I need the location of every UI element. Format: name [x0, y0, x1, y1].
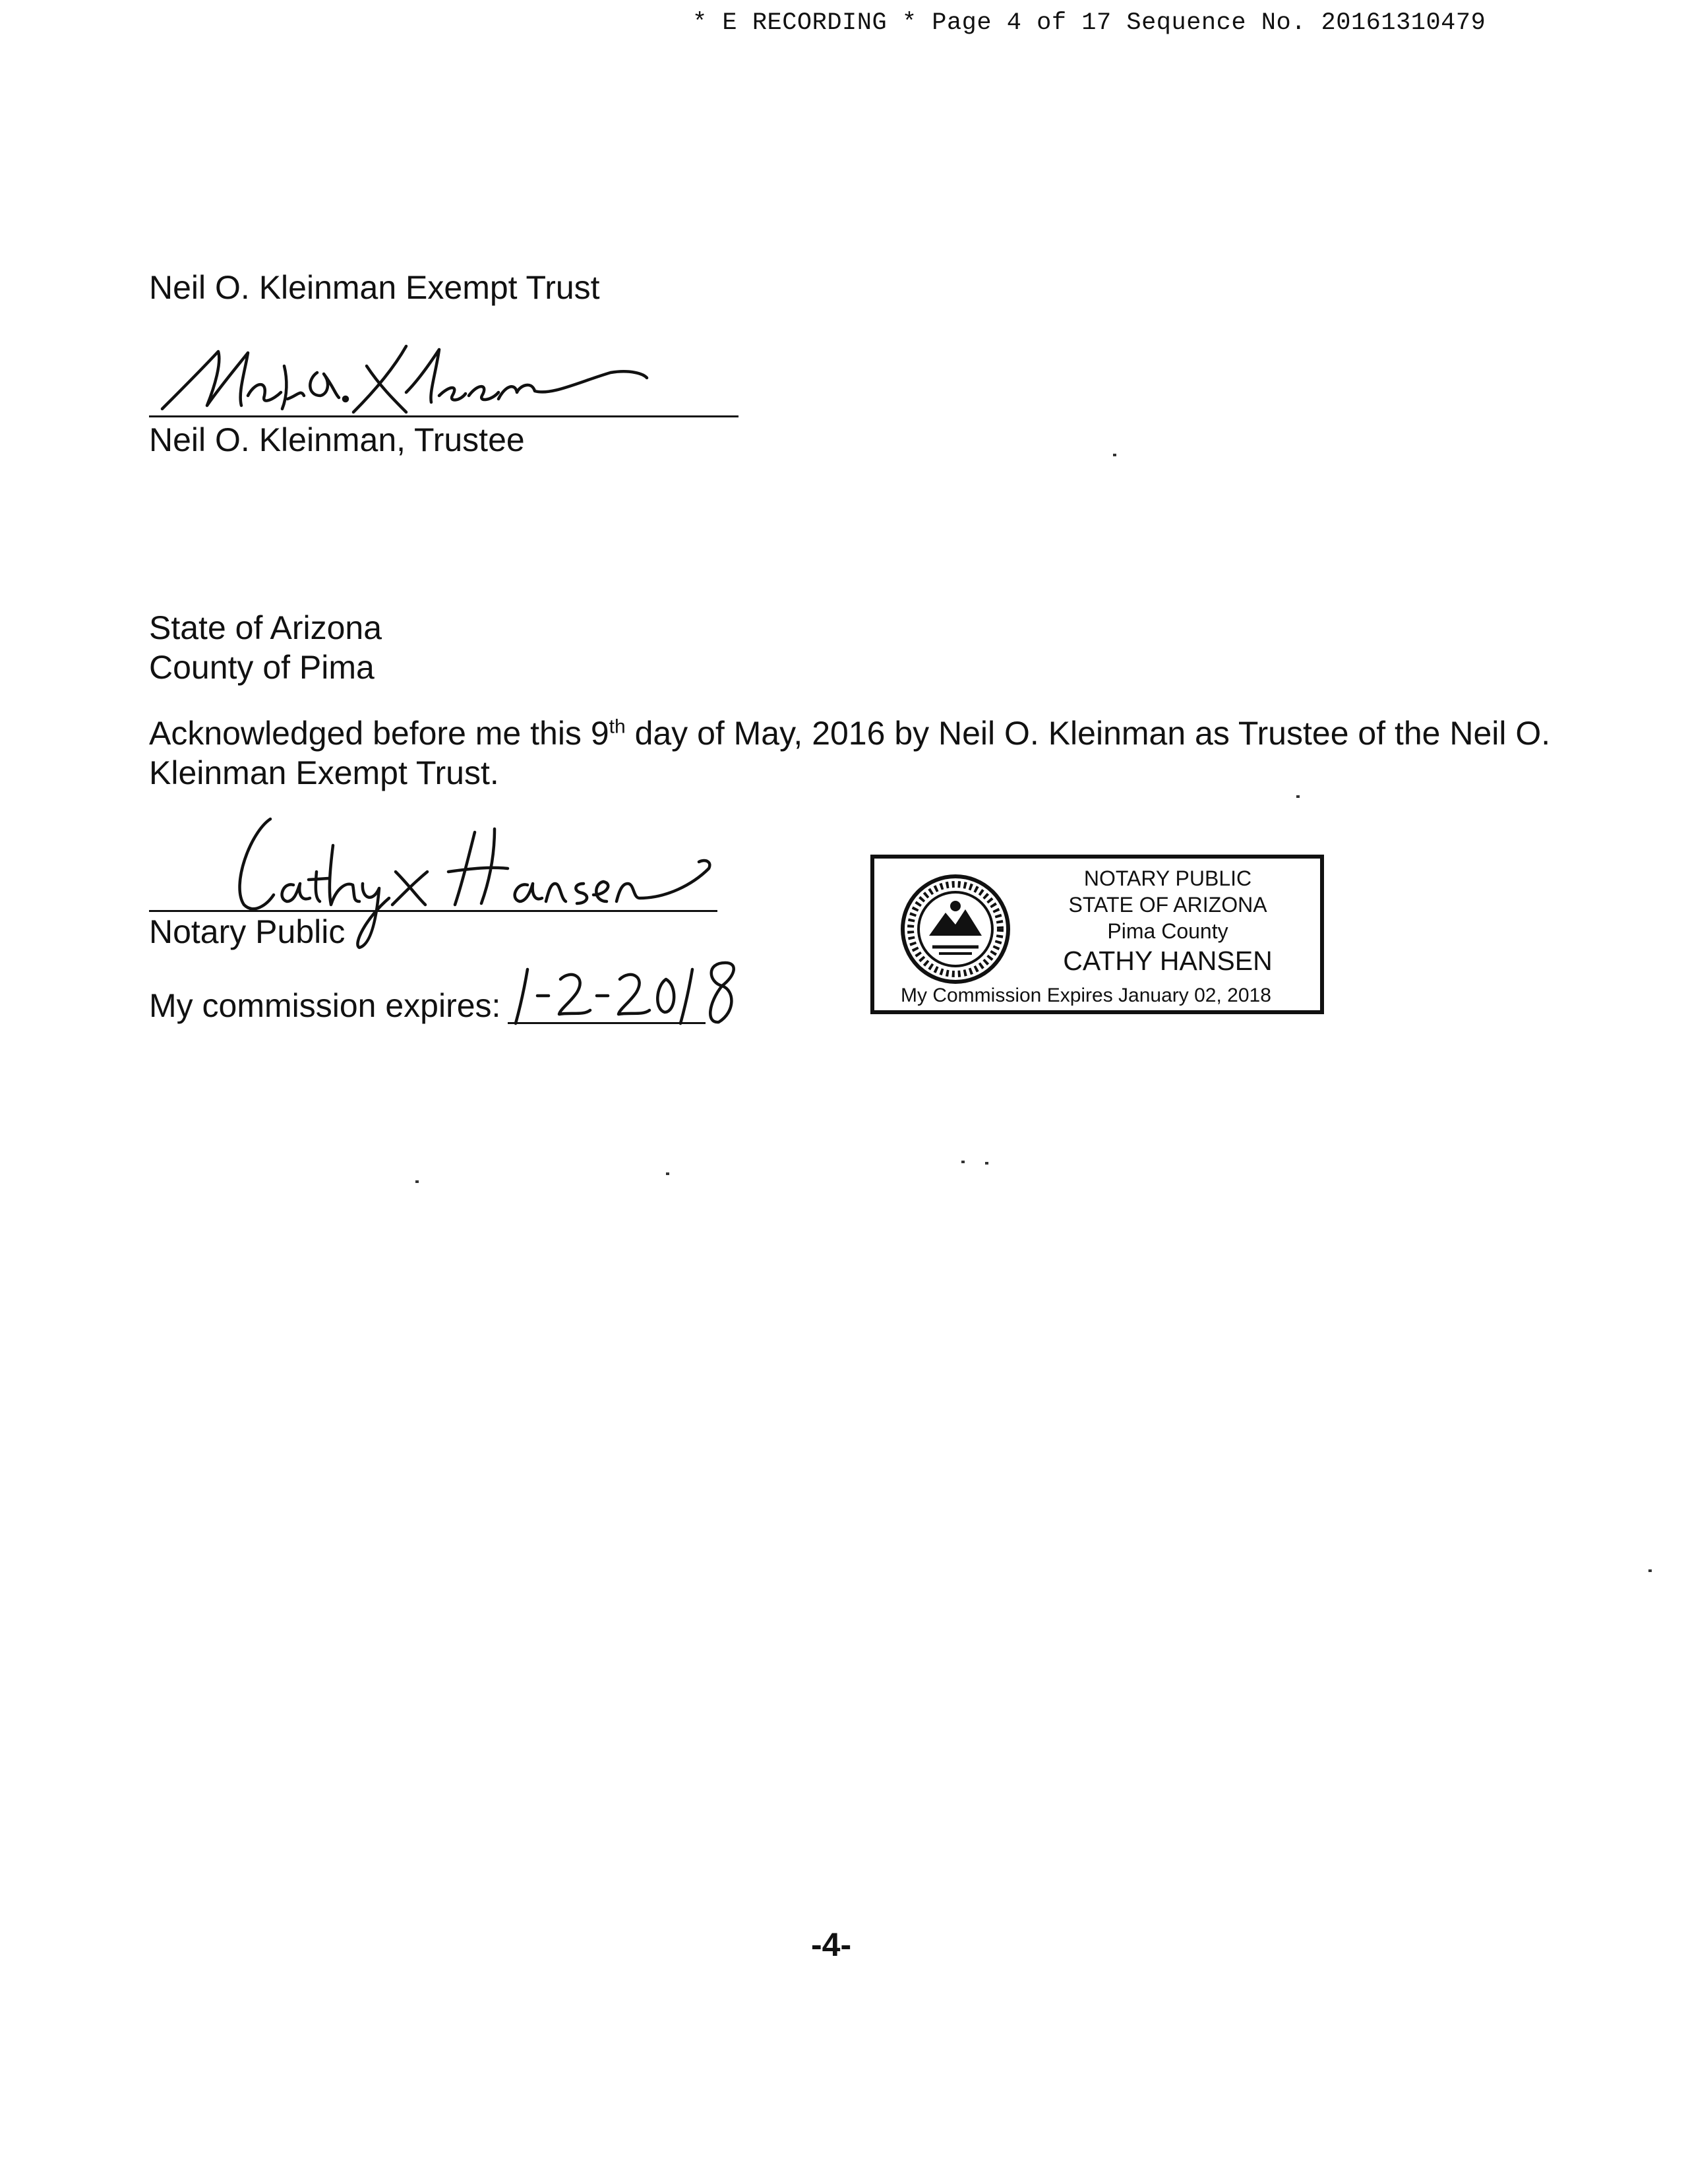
trustee-name: Neil O. Kleinman, Trustee — [149, 421, 525, 458]
trustee-signature-line — [149, 415, 738, 417]
trustee-signature — [156, 333, 657, 425]
scan-speck — [1296, 795, 1300, 798]
notary-signature-line — [149, 910, 717, 912]
arizona-seal-icon — [899, 873, 1011, 985]
recording-header: * E RECORDING * Page 4 of 17 Sequence No. 20161310479 — [692, 9, 1486, 37]
scan-speck — [1113, 454, 1116, 456]
venue-county: County of Pima — [149, 649, 375, 686]
trust-name: Neil O. Kleinman Exempt Trust — [149, 269, 600, 306]
stamp-notary-name: CATHY HANSEN — [1063, 946, 1273, 976]
scan-speck — [961, 1161, 965, 1163]
acknowledgment-suffix: day of May, 2016 by Neil O. Kleinman as Trustee of the Neil O. Kleinman Exempt Trust. — [149, 715, 1551, 791]
acknowledgment-paragraph — [149, 713, 1573, 793]
commission-expires-label: My commission expires: — [149, 987, 501, 1024]
acknowledgment-prefix: Acknowledged before me this 9 — [149, 715, 609, 752]
stamp-state: STATE OF ARIZONA — [1068, 893, 1267, 917]
venue-state: State of Arizona — [149, 609, 382, 646]
scan-speck — [415, 1180, 419, 1183]
stamp-expires: My Commission Expires January 02, 2018 — [901, 985, 1271, 1006]
notary-stamp — [870, 855, 1324, 1014]
stamp-county: Pima County — [1107, 919, 1228, 943]
scan-speck — [666, 1172, 669, 1175]
scan-speck — [1648, 1569, 1652, 1572]
scan-speck — [985, 1162, 988, 1165]
acknowledgment-superscript: th — [609, 715, 626, 738]
page-number: -4- — [811, 1926, 852, 1963]
stamp-title: NOTARY PUBLIC — [1083, 866, 1252, 890]
commission-expires-line — [508, 1022, 706, 1024]
notary-label: Notary Public — [149, 913, 346, 950]
